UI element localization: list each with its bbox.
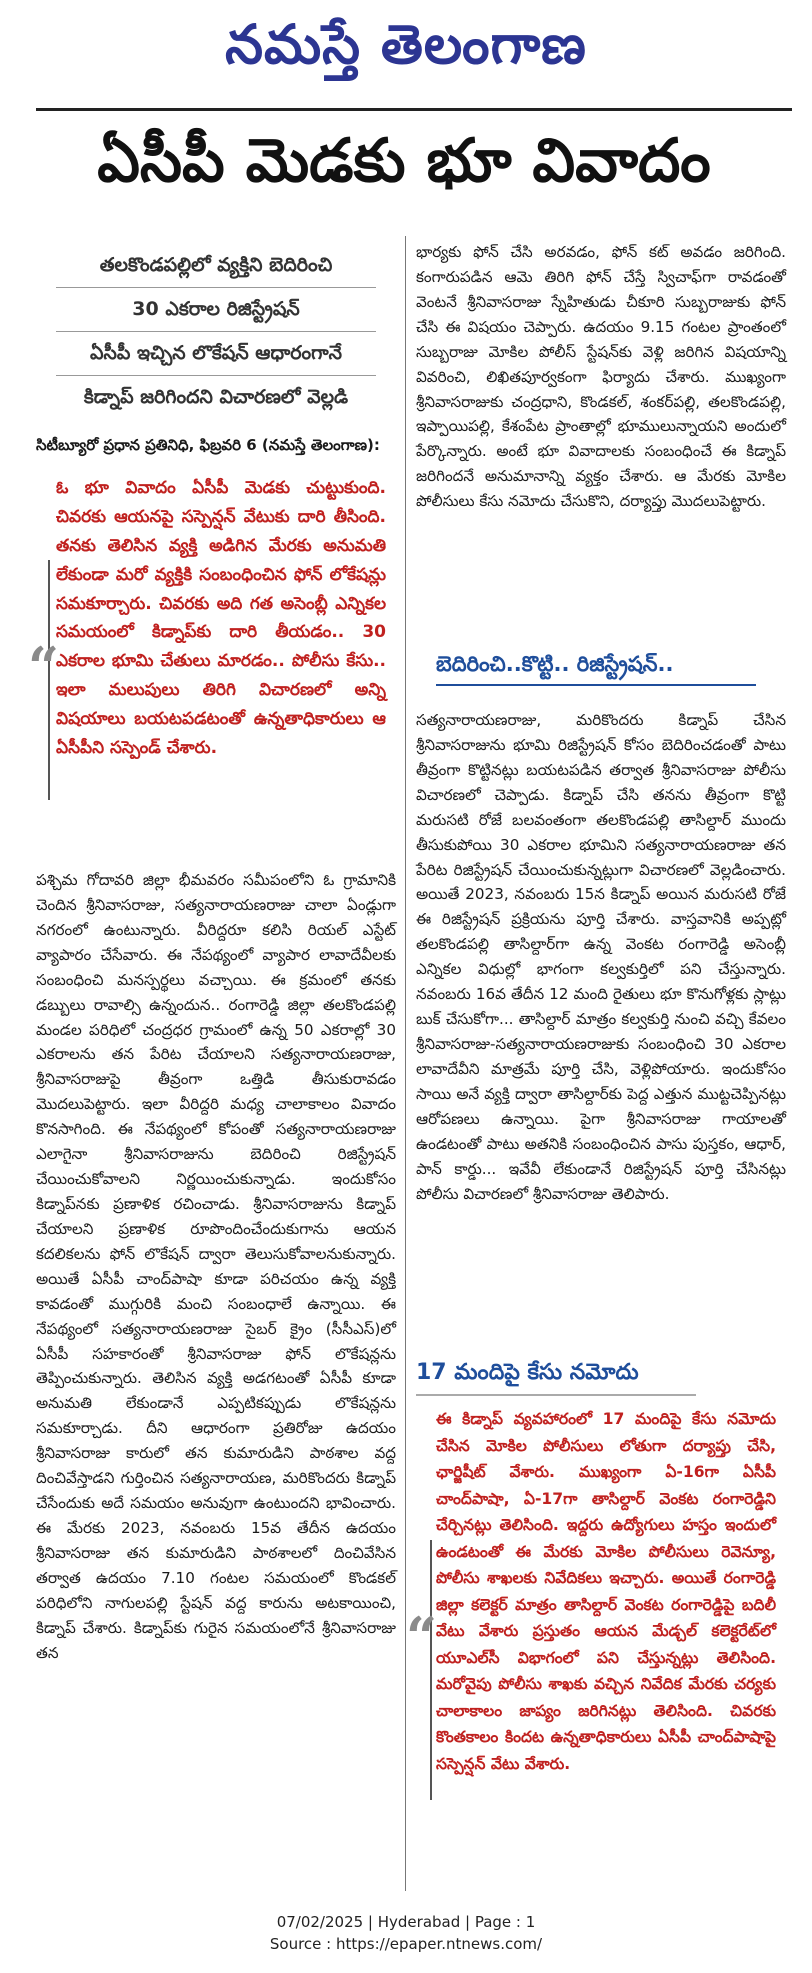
headline: ఏసీపీ మెడకు భూ వివాదం [97,126,711,196]
quote-icon: “ [28,635,60,699]
body-paragraph: పశ్చిమ గోదావరి జిల్లా భీమవరం సమీపంలోని ఓ గ్రామానికి చెందిన శ్రీనివాసరాజు, సత్యనారాయణరాజు చాలా ఏండ్లుగా నగరంలో ఉంటున్నారు. వీరిద్దరూ కలిసి రియల్ ఎస్టేట్ వ్యాపారం చేసేవారు. ఈ నేపథ్యంలో వ్యాపార లావాదేవీలకు సంబంధించి మనస్పర్థలు వచ్చాయి. ఈ క్రమంలో తనకు డబ్బులు రావాల్సి ఉన్నందున.. రంగారెడ్డి జిల్లా తలకొండపల్లి మండల పరిధిలో చంద్రధర గ్రామంలో ఉన్న 50 ఎకరాల్లో 30 ఎకరాలను తన పేరిట చేయాలని సత్యనారాయణరాజు, శ్రీనివాసరాజుపై తీవ్రంగా ఒత్తిడి తీసుకురావడం మొదలుపెట్టారు. ఇలా వీరిద్దరి మధ్య చాలాకాలం వివాదం కొనసాగింది. ఈ నేపథ్యంలో కోపంతో సత్యనారాయణరాజు ఎలాగైనా శ్రీనివాసరాజును బెదిరించి రిజిస్ట్రేషన్ చేయించుకోవాలని నిర్ణయించుకున్నాడు. ఇందుకోసం కిడ్నాప్‌నకు ప్రణాళిక రచించాడు. శ్రీనివాసరాజును కిడ్నాప్ చేయాలని ప్రణాళిక రూపొందించేందుకుగాను ఆయన కదలికలను ఫోన్ లొకేషన్ ద్వారా తెలుసుకోవాలనుకున్నారు. అయితే ఏసీపీ చాంద్‌పాషా కూడా పరిచయం ఉన్న వ్యక్తి కావడంతో ముగ్గురికి మంచి సంబంధాలే ఉన్నాయి. ఈ నేపథ్యంలో సత్యనారాయణరాజు సైబర్ క్రైం (సీసీఎస్)లో ఏసీపీ సహకారంతో శ్రీనివాసరాజు ఫోన్ లొకేషన్లను తెప్పించుకున్నారు. తెలిసిన వ్యక్తి అడగటంతో ఏసీపీ కూడా అనుమతి లేకుండానే ఎప్పటికప్పుడు లొకేషన్లను సమకూర్చాడు. దీని ఆధారంగా ప్రతిరోజు ఉదయం శ్రీనివాసరాజు కారులో తన కుమారుడిని పాఠశాల వద్ద దించివేస్తాడని గుర్తించిన సత్యనారాయణ, మరికొందరు కిడ్నాప్ చేసేందుకు అదే సమయం అనువుగా ఉంటుందని భావించారు. ఈ మేరకు 2023, నవంబరు 15వ తేదీన ఉదయం శ్రీనివాసరాజు తన కుమారుడిని పాఠశాలలో దించివేసిన తర్వాత ఉదయం 7.10 గంటల సమయంలో కొండకల్ పరిధిలోని నాగులపల్లి స్టేషన్ వద్ద కారును అటకాయించి, కిడ్నాప్ చేశారు. కిడ్నాప్‌కు గురైన సమయంలోనే శ్రీనివాసరాజు తన [36,871,396,1662]
masthead-rule [36,108,792,111]
body-paragraph: సత్యనారాయణరాజు, మరికొందరు కిడ్నాప్ చేసిన శ్రీనివాసరాజును భూమి రిజిస్ట్రేషన్ కోసం బెదిరించడంతో పాటు తీవ్రంగా కొట్టినట్లు బయటపడిన తర్వాత శ్రీనివాసరాజు పోలీసు విచారణలో చెప్పాడు. కిడ్నాప్ చేసి తనను తీవ్రంగా కొట్టి మరుసటి రోజే బలవంతంగా తలకొండపల్లి తాసిల్దార్ ముందు తీసుకుపోయి 30 ఎకరాల భూమిని సత్యనారాయణరాజు తన పేరిట రిజిస్ట్రేషన్ చేయించుకున్నట్లుగా విచారణలో వెల్లడించారు. అయితే 2023, నవంబరు 15న కిడ్నాప్ అయిన మరుసటి రోజే ఈ రిజిస్ట్రేషన్ ప్రక్రియను పూర్తి చేశారు. వాస్తవానికి అప్పట్లో తలకొండపల్లి తాసిల్దార్‌గా ఉన్న వెంకట రంగారెడ్డి అసెంబ్లీ ఎన్నికల విధుల్లో భాగంగా కల్వకుర్తిలో పని చేస్తున్నారు. నవంబరు 16వ తేదీన 12 మంది రైతులు భూ కొనుగోళ్లకు స్లాట్లు బుక్ చేసుకోగా... తాసిల్దార్ మాత్రం కల్వకుర్తి నుంచి వచ్చి కేవలం శ్రీనివాసరాజు-సత్యనారాయణరాజుకు సంబంధించి 30 ఎకరాల లావాదేవీని మాత్రమే పూర్తి చేసి, వెళ్లిపోయారు. ఇందుకోసం సాయి అనే వ్యక్తి ద్వారా తాసిల్దార్‌కు పెద్ద ఎత్తున ముట్టచెప్పినట్లు ఆరోపణలు ఉన్నాయి. పైగా శ్రీనివాసరాజు గాయాలతో ఉండటంతో పాటు అతనికి సంబంధించిన పాసు పుస్తకం, ఆధార్, పాన్ కార్డు... ఇవేవీ లేకుండానే రిజిస్ట్రేషన్ పూర్తి చేసినట్లు పోలీసు విచారణలో శ్రీనివాసరాజు తెలిపారు. [416,711,786,1203]
deck-line-1: తలకొండపల్లిలో వ్యక్తిని బెదిరించి [99,254,333,276]
subhead-case-registered: 17 మందిపై కేసు నమోదు [416,1360,639,1385]
article-body-right-mid [416,708,786,1206]
subhead-rule [436,684,756,686]
subhead-intimidation: బెదిరించి..కొట్టి.. రిజిస్ట్రేషన్.. [436,652,674,676]
quote-icon: “ [406,1605,438,1669]
article-body-left [36,868,396,1666]
masthead [0,0,812,100]
footer-source: Source : https://epaper.ntnews.com/ [269,1934,543,1953]
footer-edition: 07/02/2025 | Hyderabad | Page : 1 [276,1913,536,1931]
deck-line-4: కిడ్నాప్ జరిగిందని విచారణలో వెల్లడి [83,386,349,408]
article-body-right-top [416,240,786,514]
pullquote-right: ఈ కిడ్నాప్ వ్యవహారంలో 17 మందిపై కేసు నమోదు చేసిన మోకిల పోలీసులు లోతుగా దర్యాప్తు చేసి, ఛార్జిషీట్ వేశారు. ముఖ్యంగా ఏ-16గా ఏసీపీ చాంద్‌పాషా, ఏ-17గా తాసిల్దార్ వెంకట రంగారెడ్డిని చేర్చినట్లు తెలిసింది. ఇద్దరు ఉద్యోగులు హస్తం ఇందులో ఉండటంతో ఈ మేరకు మోకిల పోలీసులు రెవెన్యూ, పోలీసు శాఖలకు నివేదికలు ఇచ్చారు. అయితే రంగారెడ్డి జిల్లా కలెక్టర్ మాత్రం తాసిల్దార్ వెంకట రంగారెడ్డిపై బదిలీ వేటు వేశారు ప్రస్తుతం ఆయన మేడ్చల్ కలెక్టరేట్‌లో యూఎల్‌సీ విభాగంలో పని చేస్తున్నట్లు తెలిసింది. మరోవైపు పోలీసు శాఖకు వచ్చిన నివేదిక మేరకు చర్యకు చాలాకాలం జాప్యం జరిగినట్లు తెలిసింది. చివరకు కొంతకాలం కిందట ఉన్నతాధికారులు ఏసీపీ చాంద్‌పాషాపై సస్పెన్షన్ వేటు వేశారు. [436,1410,776,1773]
quote-bar [430,1540,432,1800]
body-paragraph: భార్యకు ఫోన్ చేసి అరవడం, ఫోన్ కట్ అవడం జరిగింది. కంగారుపడిన ఆమె తిరిగి ఫోన్ చేస్తే స్విచాఫ్‌గా రావడంతో వెంటనే శ్రీనివాసరాజు స్నేహితుడు చీకూరి సుబ్బరాజుకు ఫోన్ చేసి ఈ విషయం చెప్పారు. ఉదయం 9.15 గంటల ప్రాంతంలో సుబ్బరాజు మోకిల పోలీస్ స్టేషన్‌కు వెళ్లి జరిగిన విషయాన్ని వివరించి, లిఖితపూర్వకంగా ఫిర్యాదు చేశారు. ముఖ్యంగా శ్రీనివాసరాజుకు చంద్రధాని, కొండకల్, శంకర్‌పల్లి, తలకొండపల్లి, ఇప్పాయిపల్లి, కేశంపేట ప్రాంతాల్లో భూములున్నాయని అందులో పేర్కొన్నారు. అంటే భూ వివాదాలకు సంబంధించే ఈ కిడ్నాప్ జరిగిందనే అనుమానాన్ని వ్యక్తం చేశారు. ఆ మేరకు మోకిల పోలీసులు కేసు నమోదు చేసుకొని, దర్యాప్తు మొదలుపెట్టారు. [416,243,786,511]
masthead-logo: నమస్తే తెలంగాణ [225,12,587,76]
deck-line-3: ఏసీపీ ఇచ్చిన లొకేషన్ ఆధారంగానే [90,342,342,364]
deck-line-2: 30 ఎకరాల రిజిస్ట్రేషన్ [132,298,300,320]
footer [0,1912,812,1956]
subhead-rule [416,1394,696,1396]
dateline: సిటీబ్యూరో ప్రధాన ప్రతినిధి, ఫిబ్రవరి 6 (నమస్తే తెలంగాణ): [36,436,380,454]
pullquote-left: ఓ భూ వివాదం ఏసీపీ మెడకు చుట్టుకుంది. చివరకు ఆయనపై సస్పెన్షన్ వేటుకు దారి తీసింది. తనకు తెలిసిన వ్యక్తి అడిగిన మేరకు అనుమతి లేకుండా మరో వ్యక్తికి సంబంధించిన ఫోన్ లోకేషన్లు సమకూర్చారు. చివరకు అది గత అసెంబ్లీ ఎన్నికల సమయంలో కిడ్నాప్‌కు దారి తీయడం.. 30 ఎకరాల భూమి చేతులు మారడం.. పోలీసు కేసు.. ఇలా మలుపులు తిరిగి విచారణలో అన్ని విషయాలు బయటపడటంతో ఉన్నతాధికారులు ఆ ఏసీపీని సస్పెండ్ చేశారు. [56,478,386,759]
deck [36,244,396,419]
